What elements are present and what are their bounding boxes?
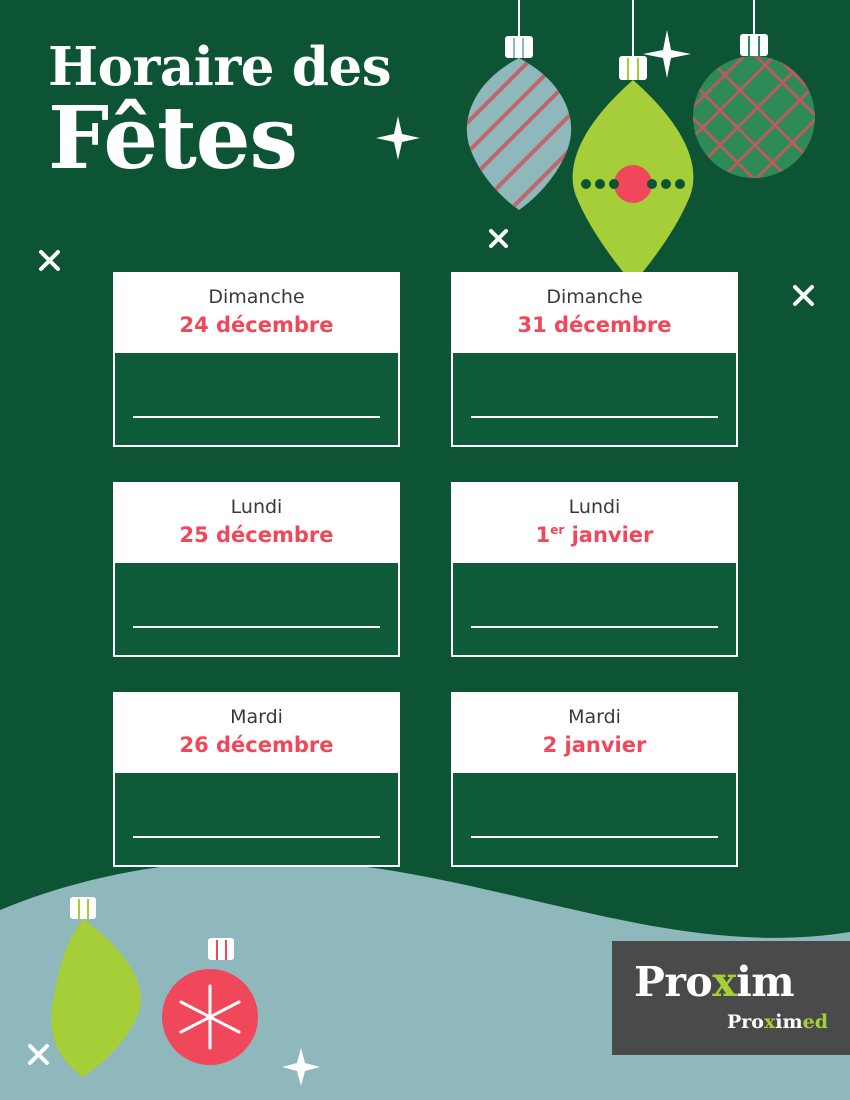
logo-part-2: im <box>736 958 795 1006</box>
logo-sub-part-2: im <box>775 1011 803 1033</box>
schedule-card <box>113 272 400 447</box>
logo-sub-part-3: ed <box>802 1011 828 1033</box>
card-date-label <box>459 522 730 549</box>
schedule-card <box>451 272 738 447</box>
cross-icon <box>491 231 506 246</box>
schedule-card <box>113 482 400 657</box>
card-hours-area[interactable] <box>115 773 398 865</box>
card-row <box>113 482 738 657</box>
card-header <box>115 484 398 563</box>
logo-subwordmark <box>727 1011 828 1033</box>
card-header <box>453 694 736 773</box>
card-date-label: 31 décembre <box>517 312 672 337</box>
card-write-line <box>471 836 718 838</box>
card-write-line <box>471 626 718 628</box>
ornament-green-lattice <box>650 0 850 220</box>
card-hours-area[interactable] <box>115 563 398 655</box>
logo-part-1: Pro <box>634 958 713 1006</box>
logo-x-accent: x <box>712 958 737 1006</box>
card-day-label: Lundi <box>230 496 283 519</box>
card-hours-area[interactable] <box>453 773 736 865</box>
card-write-line <box>133 626 380 628</box>
title-line-2: Fêtes <box>48 87 297 189</box>
card-date-label: 24 décembre <box>179 312 334 337</box>
card-day-label: Dimanche <box>208 286 305 308</box>
page-title <box>48 36 392 189</box>
card-date-month: janvier <box>564 522 654 547</box>
card-write-line <box>471 416 718 418</box>
card-header <box>453 484 736 563</box>
card-hours-area[interactable] <box>115 353 398 445</box>
card-hours-area[interactable] <box>453 563 736 655</box>
logo-wordmark <box>634 958 794 1006</box>
brand-logo <box>612 941 850 1055</box>
title-line-1: Horaire des <box>48 36 392 98</box>
card-day-label: Lundi <box>568 496 621 519</box>
schedule-card <box>451 482 738 657</box>
card-row <box>113 692 738 867</box>
card-hours-area[interactable] <box>453 353 736 445</box>
schedule-card <box>113 692 400 867</box>
card-header <box>115 274 398 353</box>
card-write-line <box>133 836 380 838</box>
card-date-number: 1 <box>535 522 551 547</box>
card-day-label: Dimanche <box>546 286 643 308</box>
cross-icon <box>795 287 812 304</box>
card-header <box>453 274 736 353</box>
schedule-card-grid <box>113 272 738 902</box>
logo-sub-x-accent: x <box>763 1011 776 1033</box>
card-day-label: Mardi <box>230 706 283 729</box>
card-date-label: 25 décembre <box>179 522 334 547</box>
card-write-line <box>133 416 380 418</box>
schedule-card <box>451 692 738 867</box>
sparkle-icon <box>643 30 691 78</box>
card-row <box>113 272 738 447</box>
ornament-teal-striped <box>440 0 630 262</box>
logo-sub-part-1: Pro <box>726 1011 764 1033</box>
card-date-ordinal: er <box>550 522 565 537</box>
card-header <box>115 694 398 773</box>
card-date-label: 26 décembre <box>179 732 334 757</box>
ornament-green-diamond <box>573 56 694 284</box>
card-day-label: Mardi <box>568 706 621 729</box>
card-date-label: 2 janvier <box>542 732 647 757</box>
cross-icon <box>41 252 58 269</box>
